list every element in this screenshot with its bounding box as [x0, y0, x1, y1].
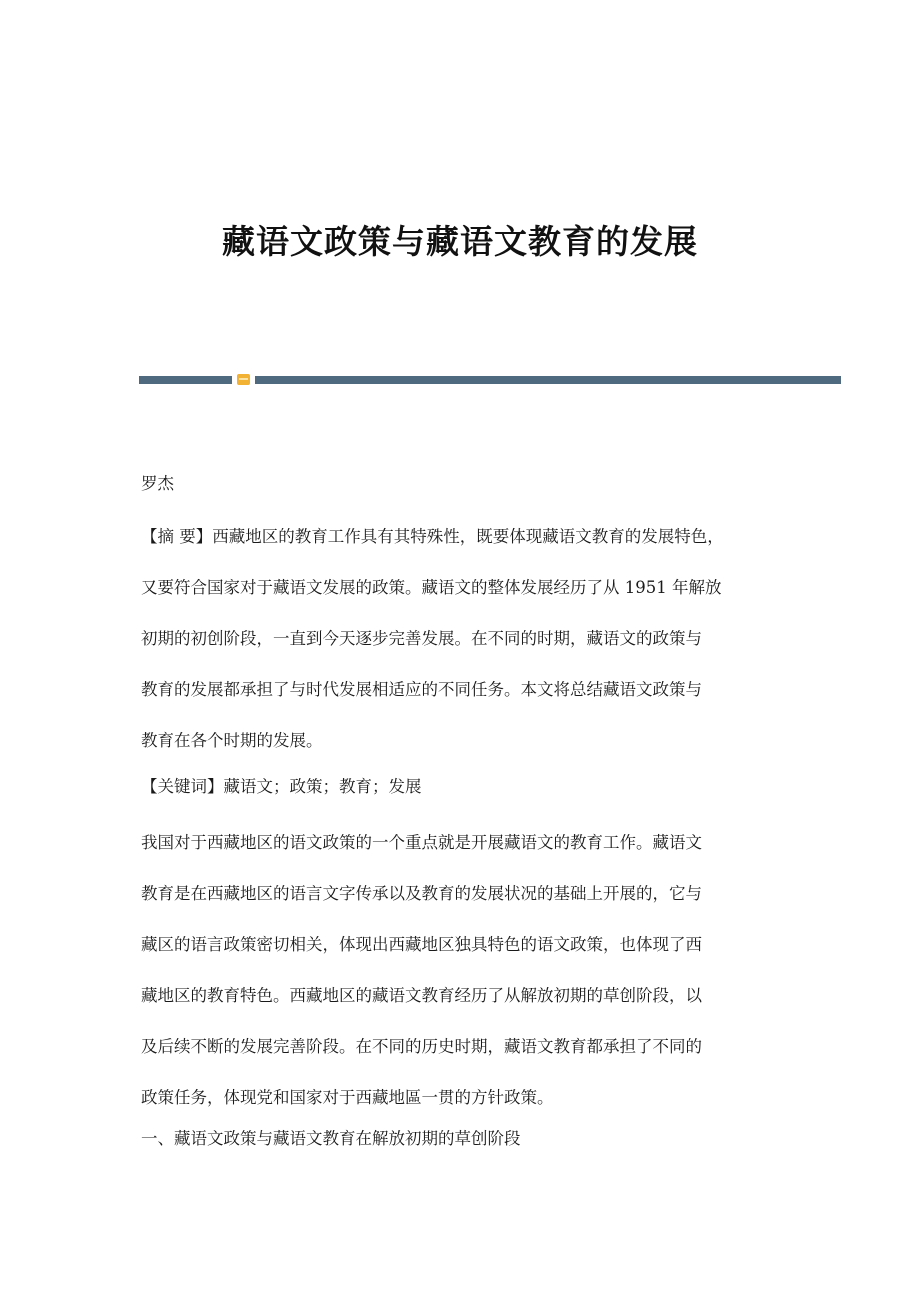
divider-bar-right [255, 376, 841, 384]
title-divider [139, 372, 841, 386]
section-heading-line: 一、藏语文政策与藏语文教育在解放初期的草创阶段 [141, 1129, 521, 1148]
abstract [141, 527, 791, 782]
abstract-line: 【摘 要】西藏地区的教育工作具有其特殊性，既要体现藏语文教育的发展特色， [141, 527, 724, 546]
divider-bar-left [139, 376, 232, 384]
paragraph-line: 教育是在西藏地区的语言文字传承以及教育的发展状况的基础上开展的，它与 [141, 884, 702, 903]
paragraph-line: 藏区的语言政策密切相关，体现出西藏地区独具特色的语文政策，也体现了西 [141, 935, 702, 954]
abstract-line: 教育的发展都承担了与时代发展相适应的不同任务。本文将总结藏语文政策与 [141, 680, 702, 699]
section-heading [141, 1129, 791, 1149]
paragraph-line: 我国对于西藏地区的语文政策的一个重点就是开展藏语文的教育工作。藏语文 [141, 833, 702, 852]
keywords [141, 777, 791, 797]
abstract-line: 教育在各个时期的发展。 [141, 731, 323, 750]
divider-ornament-icon [237, 374, 250, 385]
author-line: 罗杰 [141, 474, 174, 493]
abstract-line: 初期的初创阶段，一直到今天逐步完善发展。在不同的时期，藏语文的政策与 [141, 629, 702, 648]
keywords-line: 【关键词】藏语文；政策；教育；发展 [141, 777, 422, 796]
abstract-line: 又要符合国家对于藏语文发展的政策。藏语文的整体发展经历了从 1951 年解放 [141, 578, 722, 597]
paragraph-line: 及后续不断的发展完善阶段。在不同的历史时期，藏语文教育都承担了不同的 [141, 1037, 702, 1056]
body-paragraph [141, 833, 791, 1139]
author-name [141, 474, 791, 494]
paragraph-line: 藏地区的教育特色。西藏地区的藏语文教育经历了从解放初期的草创阶段，以 [141, 986, 702, 1005]
document-title: 藏语文政策与藏语文教育的发展 [222, 222, 698, 261]
paragraph-line: 政策任务，体现党和国家对于西藏地區一贯的方针政策。 [141, 1088, 554, 1107]
